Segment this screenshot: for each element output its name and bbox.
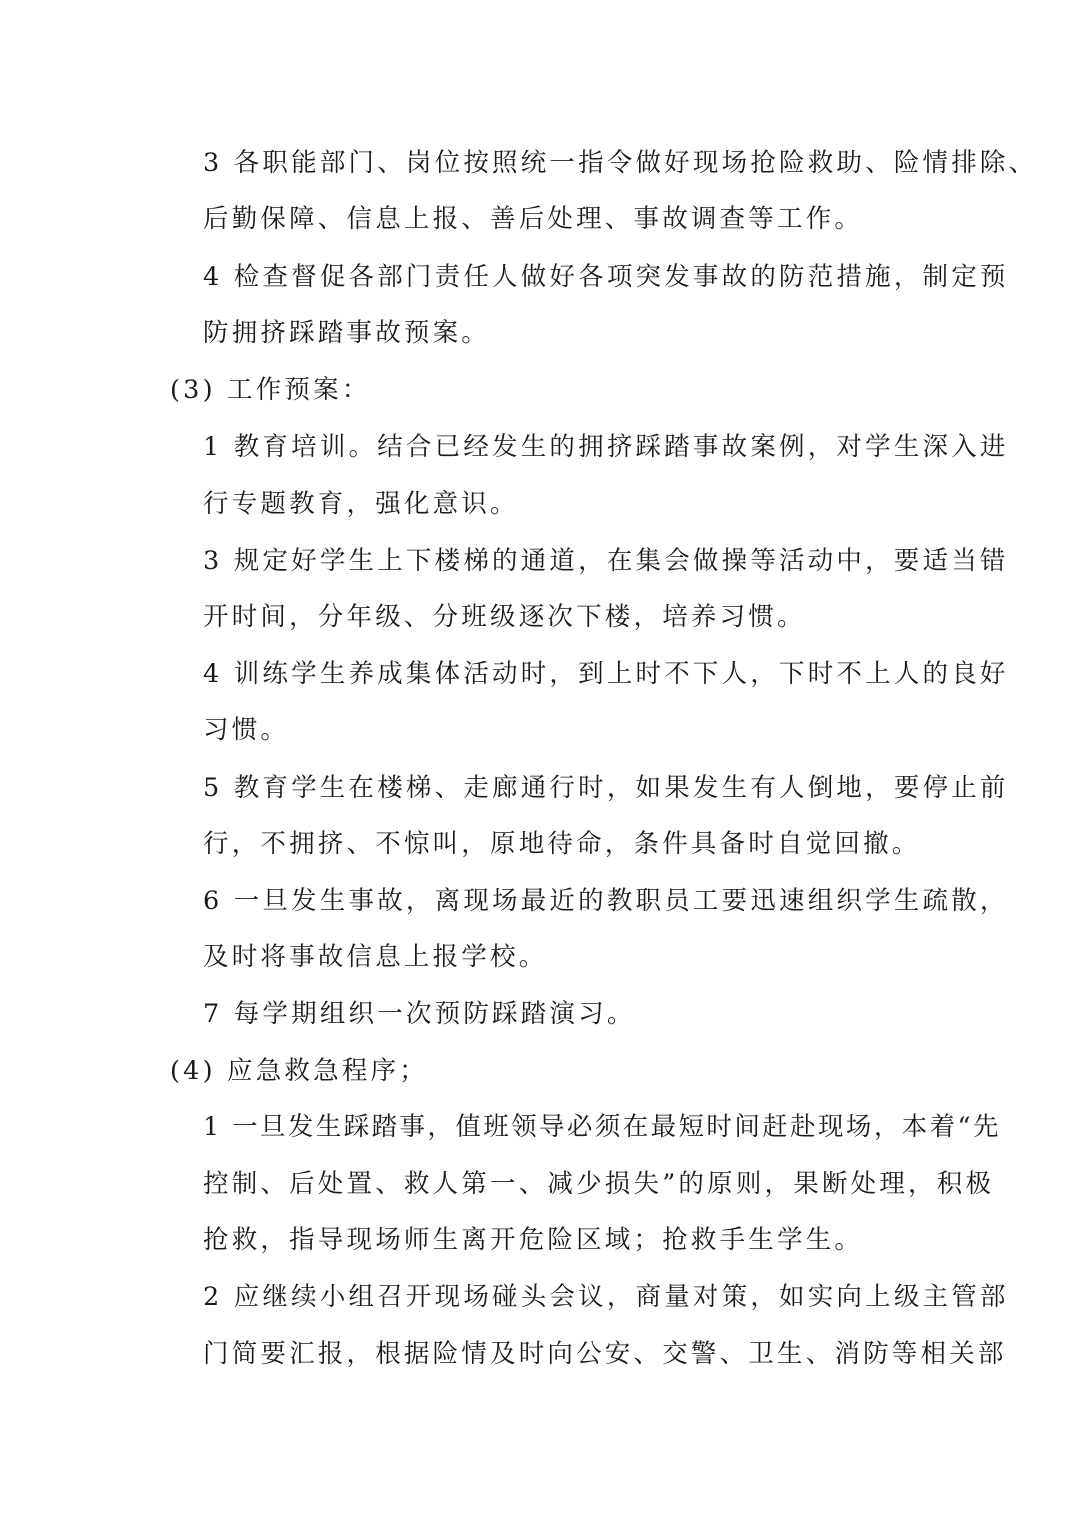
paragraph-line: 行，不拥挤、不惊叫，原地待命，条件具备时自觉回撤。 <box>203 829 921 859</box>
paragraph-line: 5 教育学生在楼梯、走廊通行时，如果发生有人倒地，要停止前 <box>203 773 1009 803</box>
paragraph-line: 7 每学期组织一次预防踩踏演习。 <box>203 999 636 1029</box>
paragraph-line: 后勤保障、信息上报、善后处理、事故调查等工作。 <box>203 204 864 234</box>
paragraph-line: 1 一旦发生踩踏事，值班领导必须在最短时间赶赴现场，本着“先 <box>203 1112 1001 1142</box>
paragraph-line: 防拥挤踩踏事故预案。 <box>203 318 491 348</box>
section-heading: (4) 应急救急程序； <box>170 1056 428 1086</box>
paragraph-line: 3 各职能部门、岗位按照统一指令做好现场抢险救助、险情排除、 <box>203 148 1038 178</box>
paragraph-line: 及时将事故信息上报学校。 <box>203 942 548 972</box>
paragraph-line: 1 教育培训。结合已经发生的拥挤踩踏事故案例，对学生深入进 <box>203 432 1009 462</box>
paragraph-line: 门简要汇报，根据险情及时向公安、交警、卫生、消防等相关部 <box>203 1339 1007 1369</box>
paragraph-line: 2 应继续小组召开现场碰头会议，商量对策，如实向上级主管部 <box>203 1282 1009 1312</box>
paragraph-line: 开时间，分年级、分班级逐次下楼，培养习惯。 <box>203 602 806 632</box>
paragraph-line: 行专题教育，强化意识。 <box>203 489 519 519</box>
paragraph-line: 抢救，指导现场师生离开危险区域；抢救手生学生。 <box>203 1225 864 1255</box>
paragraph-line: 习惯。 <box>203 715 290 745</box>
paragraph-line: 4 训练学生养成集体活动时，到上时不下人，下时不上人的良好 <box>203 659 1009 689</box>
paragraph-line: 控制、后处置、救人第一、减少损失”的原则，果断处理，积极 <box>203 1169 995 1199</box>
paragraph-line: 3 规定好学生上下楼梯的通道，在集会做操等活动中，要适当错 <box>203 546 1009 576</box>
paragraph-line: 6 一旦发生事故，离现场最近的教职员工要迅速组织学生疏散， <box>203 886 1009 916</box>
section-heading: (3) 工作预案： <box>170 375 371 405</box>
paragraph-line: 4 检查督促各部门责任人做好各项突发事故的防范措施，制定预 <box>203 262 1009 292</box>
